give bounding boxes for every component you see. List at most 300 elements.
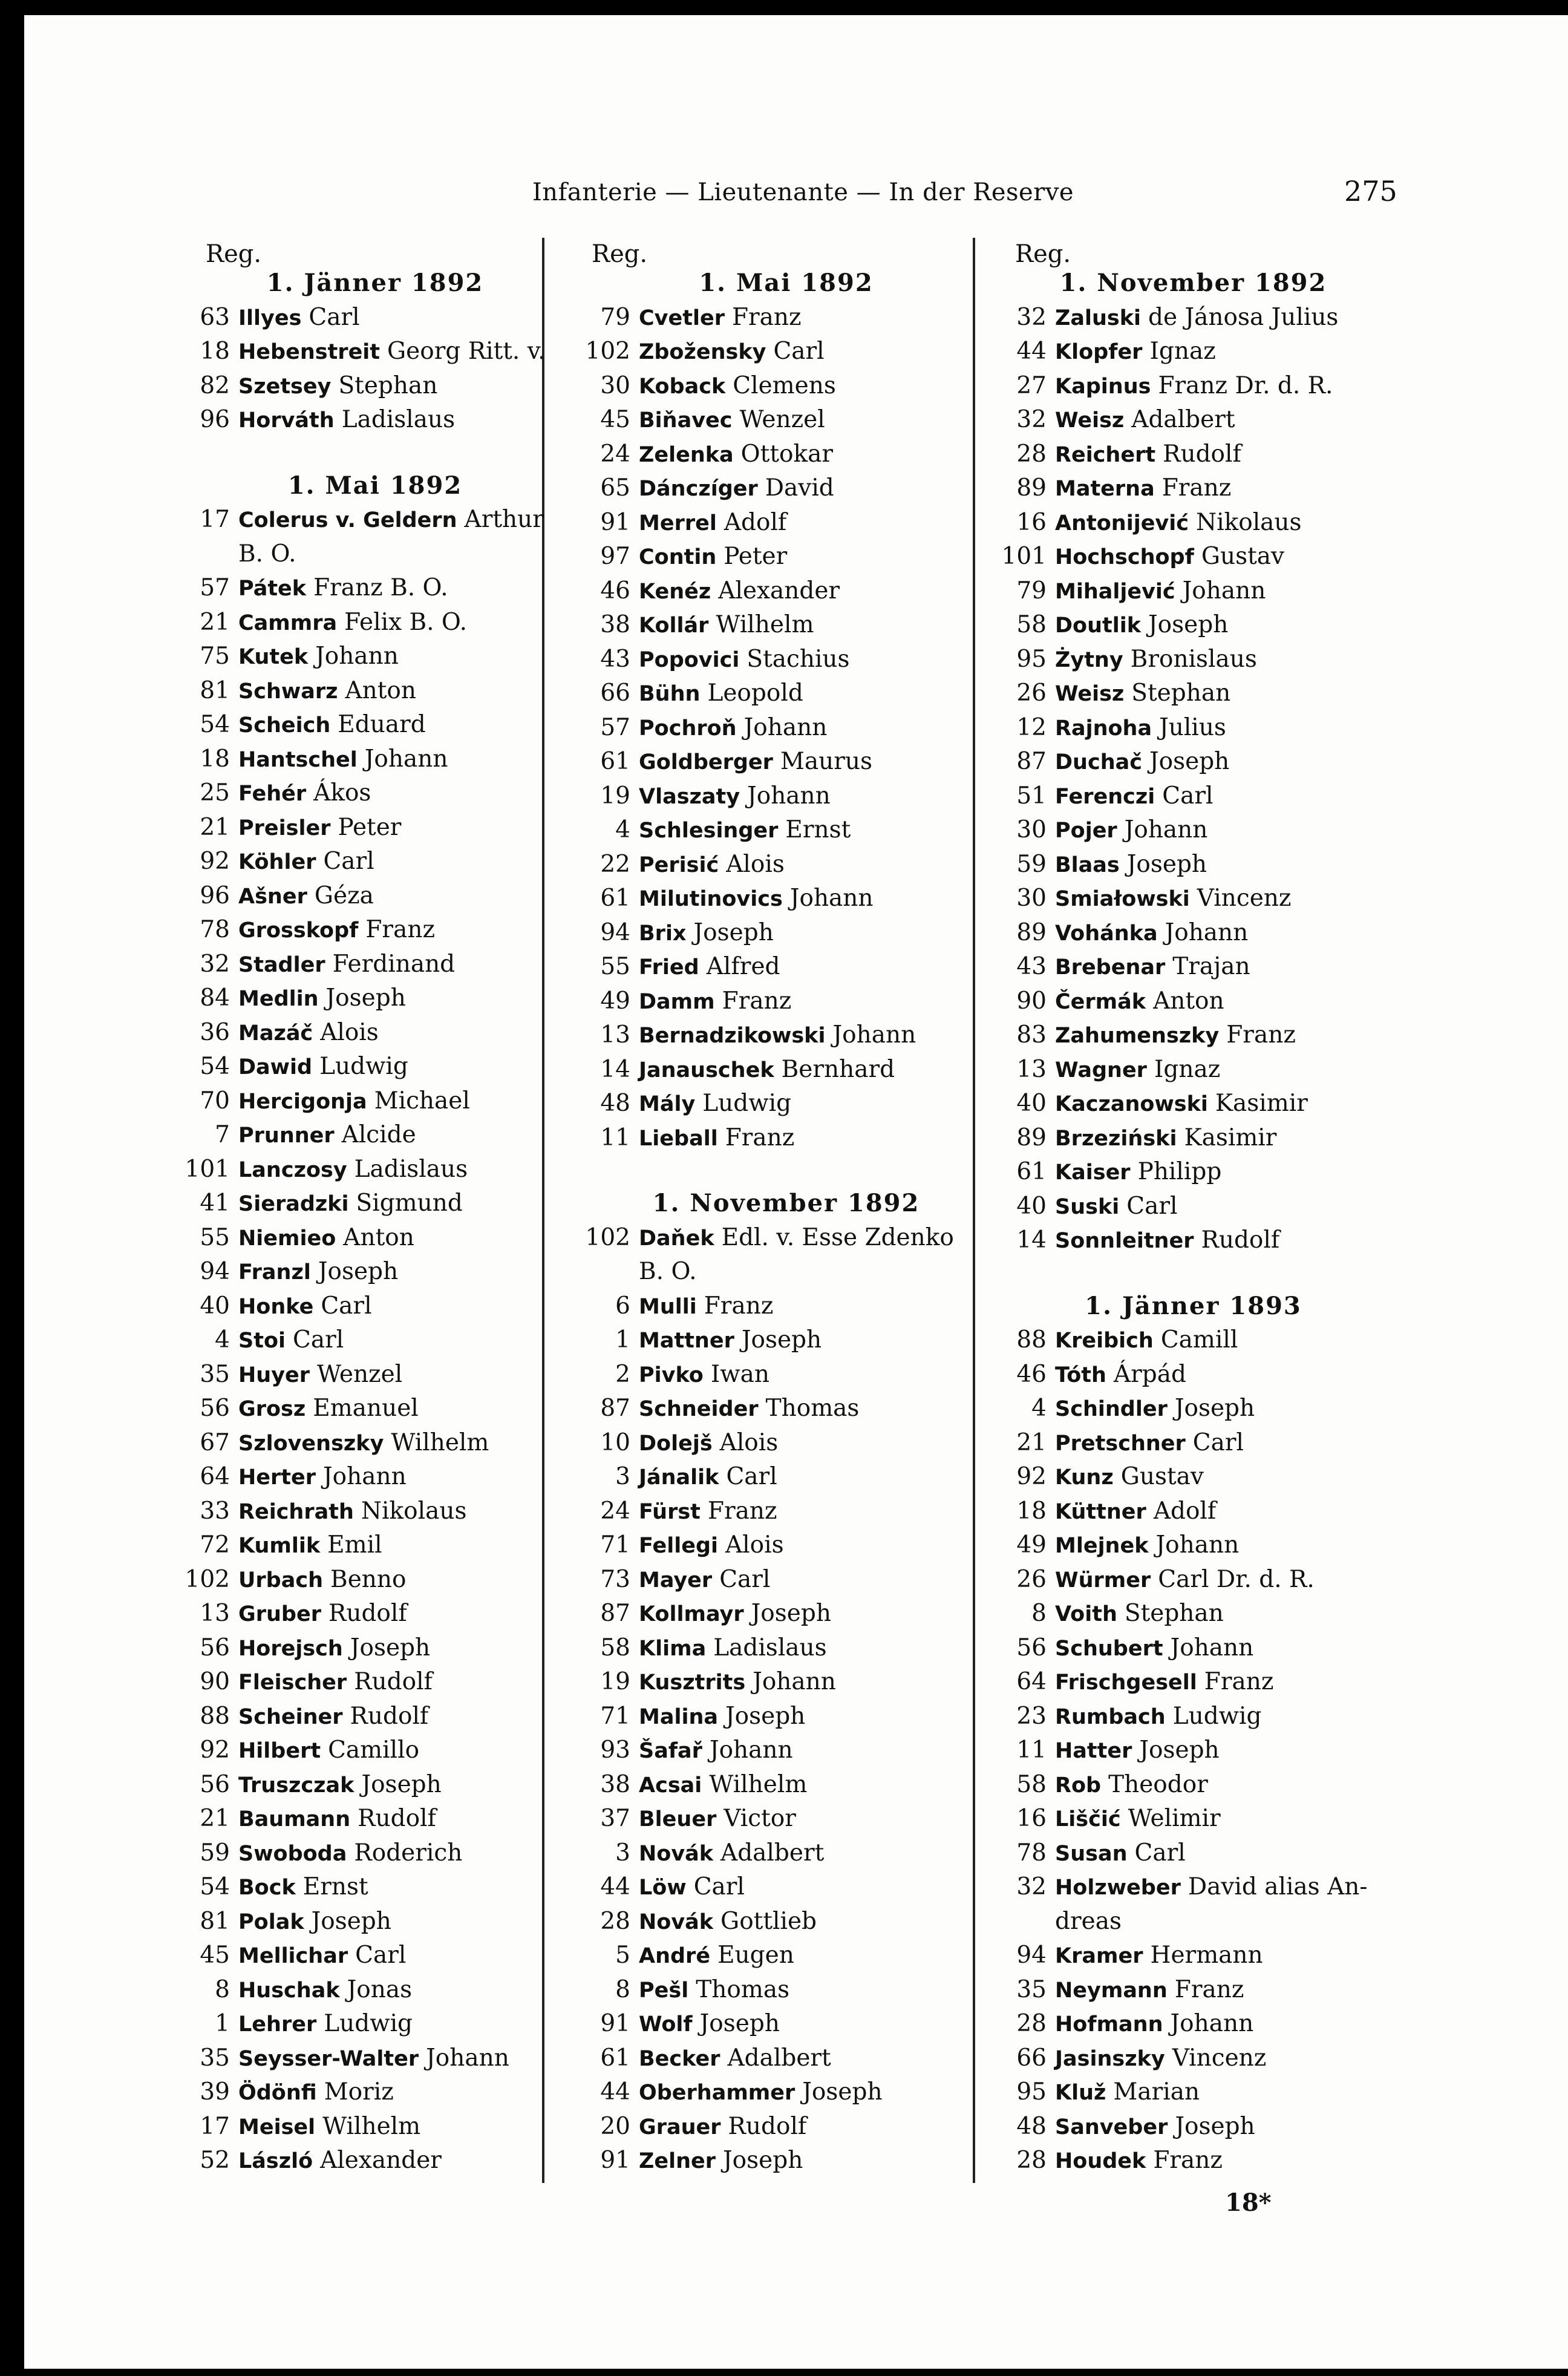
surname: Hantschel xyxy=(238,747,358,772)
given-name: Welimir xyxy=(1128,1805,1221,1832)
given-name: Maurus xyxy=(780,748,873,775)
list-item xyxy=(998,1426,1388,1461)
list-item xyxy=(998,1494,1388,1529)
given-name: Emanuel xyxy=(313,1395,419,1422)
list-item xyxy=(582,335,990,369)
given-name: Ludwig xyxy=(324,2010,413,2037)
surname: Blaas xyxy=(1055,853,1120,877)
list-item xyxy=(998,574,1388,609)
given-name: Camillo xyxy=(328,1736,420,1764)
regiment-number: 88 xyxy=(200,1702,230,1730)
list-item xyxy=(582,2007,990,2041)
list-item xyxy=(582,1053,990,1087)
list-item xyxy=(582,574,990,609)
entry-continuation: dreas xyxy=(1055,1907,1122,1935)
given-name: Franz xyxy=(707,1497,777,1525)
regiment-number: 75 xyxy=(200,643,230,670)
given-name: Johann xyxy=(789,885,874,912)
given-name: Alois xyxy=(320,1018,379,1046)
given-name: Rudolf xyxy=(728,2112,807,2140)
regiment-number: 8 xyxy=(1031,1600,1047,1627)
surname: Dánczíger xyxy=(639,477,758,501)
given-name: Johann xyxy=(1165,918,1249,946)
given-name: Bronislaus xyxy=(1130,645,1257,673)
regiment-number: 52 xyxy=(200,2147,230,2174)
surname: Swoboda xyxy=(238,1841,347,1866)
list-item xyxy=(181,571,569,606)
given-name: Peter xyxy=(724,543,788,570)
surname: Scheiner xyxy=(238,1704,343,1729)
given-name: Jonas xyxy=(347,1975,413,2003)
given-name: Franz xyxy=(725,1124,795,1151)
surname: Würmer xyxy=(1055,1568,1151,1592)
given-name: Iwan xyxy=(710,1360,770,1388)
list-item xyxy=(181,301,569,335)
list-item xyxy=(181,403,569,437)
surname: Frischgesell xyxy=(1055,1671,1197,1695)
given-name: Edl. v. Esse Zdenko xyxy=(721,1223,954,1251)
list-item xyxy=(181,1528,569,1563)
surname: Kusztrits xyxy=(639,1671,746,1695)
regiment-number: 58 xyxy=(600,1634,630,1661)
regiment-number: 38 xyxy=(600,611,630,638)
list-item xyxy=(582,916,990,951)
regiment-number: 81 xyxy=(200,1907,230,1935)
list-item xyxy=(181,1768,569,1802)
regiment-number: 13 xyxy=(200,1600,230,1627)
surname: Prunner xyxy=(238,1124,335,1148)
given-name: Kasimir xyxy=(1184,1124,1277,1151)
surname: Zahumenszky xyxy=(1055,1024,1220,1048)
surname: Bühn xyxy=(639,682,701,706)
surname: Ödönfi xyxy=(238,2081,317,2105)
regiment-number: 21 xyxy=(200,813,230,841)
list-item xyxy=(998,2041,1388,2076)
surname: Pešl xyxy=(639,1978,689,2003)
surname: Mihaljević xyxy=(1055,579,1175,604)
regiment-number: 10 xyxy=(600,1429,630,1456)
surname: Becker xyxy=(639,2046,720,2071)
list-item xyxy=(181,742,569,777)
given-name: Johann xyxy=(747,782,831,810)
list-item xyxy=(998,1768,1388,1802)
section-date: 1. Mai 1892 xyxy=(699,269,874,297)
regiment-number: 66 xyxy=(1016,2044,1047,2072)
given-name: Árpád xyxy=(1113,1360,1186,1388)
given-name: Franz xyxy=(1153,2147,1223,2174)
regiment-number: 22 xyxy=(600,850,630,878)
given-name: Eugen xyxy=(717,1942,794,1969)
regiment-number: 56 xyxy=(200,1634,230,1661)
regiment-number: 84 xyxy=(200,984,230,1012)
list-item xyxy=(181,335,569,369)
surname: Koback xyxy=(639,374,726,399)
regiment-number: 21 xyxy=(200,1805,230,1832)
regiment-number: 89 xyxy=(1016,918,1047,946)
surname: Kramer xyxy=(1055,1944,1143,1968)
list-item xyxy=(582,882,990,916)
entry-continuation: B. O. xyxy=(238,540,296,568)
regiment-number: 92 xyxy=(1016,1463,1047,1490)
list-item xyxy=(582,369,990,404)
regiment-number: 12 xyxy=(1016,713,1047,741)
given-name: Anton xyxy=(1153,987,1224,1015)
given-name: Franz xyxy=(1226,1021,1296,1049)
regiment-number: 58 xyxy=(1016,1770,1047,1798)
surname: Horváth xyxy=(238,408,335,433)
given-name: David alias An- xyxy=(1187,1873,1368,1900)
list-item xyxy=(998,2007,1388,2041)
given-name: Ladislaus xyxy=(341,406,456,433)
surname: Reichrath xyxy=(238,1499,354,1524)
regiment-number: 70 xyxy=(200,1087,230,1114)
entry-list xyxy=(998,266,1388,2178)
surname: Gruber xyxy=(238,1602,321,1626)
list-item xyxy=(998,403,1388,437)
given-name: Ottokar xyxy=(740,440,833,468)
surname: Vohánka xyxy=(1055,921,1158,946)
given-name: Ladislaus xyxy=(713,1634,827,1661)
given-name: Joseph xyxy=(325,984,406,1012)
list-item xyxy=(582,1597,990,1631)
given-name: Joseph xyxy=(723,2147,803,2174)
given-name: Alexander xyxy=(320,2147,442,2174)
given-name: Joseph xyxy=(693,918,774,946)
regiment-number: 61 xyxy=(600,885,630,912)
page xyxy=(24,15,1568,2369)
surname: Mály xyxy=(639,1092,696,1116)
regiment-number: 18 xyxy=(200,338,230,365)
list-item xyxy=(998,2110,1388,2144)
list-item xyxy=(582,1870,990,1905)
regiment-number: 91 xyxy=(600,2147,630,2174)
list-item xyxy=(181,1084,569,1119)
surname: Mattner xyxy=(639,1329,734,1353)
list-item xyxy=(181,1186,569,1221)
given-name: Johann xyxy=(315,643,399,670)
given-name: Carl xyxy=(321,1292,372,1320)
surname: Liščić xyxy=(1055,1807,1121,1831)
regiment-number: 25 xyxy=(200,779,230,807)
list-item xyxy=(582,403,990,437)
surname: Szetsey xyxy=(238,374,332,399)
regiment-number: 19 xyxy=(600,1668,630,1695)
list-item xyxy=(582,2110,990,2144)
given-name: Stephan xyxy=(338,371,438,399)
list-item xyxy=(582,1121,990,1156)
regiment-number: 95 xyxy=(1016,645,1047,673)
given-name: Leopold xyxy=(707,679,803,707)
given-name: Thomas xyxy=(765,1395,860,1422)
reg-label: Reg. xyxy=(1015,240,1071,268)
list-item xyxy=(181,1221,569,1255)
list-item xyxy=(181,1392,569,1426)
regiment-number: 63 xyxy=(200,303,230,331)
regiment-number: 89 xyxy=(1016,1124,1047,1151)
list-item xyxy=(998,1733,1388,1768)
regiment-number: 45 xyxy=(600,406,630,433)
regiment-number: 28 xyxy=(1016,440,1047,468)
given-name: Anton xyxy=(343,1223,414,1251)
regiment-number: 37 xyxy=(600,1805,630,1832)
given-name: Alexander xyxy=(718,577,840,604)
surname: Vlaszaty xyxy=(639,784,740,809)
regiment-number: 55 xyxy=(200,1223,230,1251)
list-item xyxy=(582,1905,990,1939)
regiment-number: 33 xyxy=(200,1497,230,1525)
regiment-number: 6 xyxy=(615,1292,630,1320)
regiment-number: 2 xyxy=(615,1360,630,1388)
surname: Neymann xyxy=(1055,1978,1168,2003)
regiment-number: 91 xyxy=(600,2010,630,2037)
list-item xyxy=(998,1973,1388,2008)
regiment-number: 45 xyxy=(200,1942,230,1969)
regiment-number: 56 xyxy=(200,1395,230,1422)
surname: Ferenczi xyxy=(1055,784,1155,809)
surname: Novák xyxy=(639,1910,714,1934)
regiment-number: 56 xyxy=(200,1770,230,1798)
regiment-number: 43 xyxy=(600,645,630,673)
given-name: Sigmund xyxy=(356,1190,463,1217)
regiment-number: 89 xyxy=(1016,474,1047,502)
given-name: Carl xyxy=(1126,1192,1178,1220)
list-item xyxy=(582,1494,990,1529)
surname: Bernadzikowski xyxy=(639,1024,826,1048)
section-date: 1. Jänner 1893 xyxy=(1085,1291,1302,1320)
regiment-number: 59 xyxy=(1016,850,1047,878)
surname: Baumann xyxy=(238,1807,351,1831)
given-name: Carl xyxy=(1192,1429,1244,1456)
surname: Kutek xyxy=(238,645,309,669)
regiment-number: 1 xyxy=(215,2010,230,2037)
surname: Brix xyxy=(639,921,687,946)
regiment-number: 49 xyxy=(600,987,630,1015)
list-item xyxy=(181,2144,569,2178)
surname: Scheich xyxy=(238,713,331,738)
given-name: Joseph xyxy=(1174,1395,1255,1422)
surname: Mulli xyxy=(639,1294,697,1319)
surname: Kapinus xyxy=(1055,374,1151,399)
list-item xyxy=(582,471,990,506)
given-name: Julius xyxy=(1159,713,1226,741)
list-item xyxy=(181,1733,569,1768)
regiment-number: 96 xyxy=(200,882,230,909)
list-item xyxy=(998,506,1388,540)
surname: Susan xyxy=(1055,1841,1128,1866)
given-name: Rudolf xyxy=(358,1805,436,1832)
list-item xyxy=(582,1768,990,1802)
surname: Weisz xyxy=(1055,682,1125,706)
surname: Stoi xyxy=(238,1329,286,1353)
surname: Cammra xyxy=(238,610,338,635)
surname: Kaczanowski xyxy=(1055,1092,1208,1116)
surname: Klima xyxy=(639,1636,707,1661)
given-name: Franz xyxy=(722,987,792,1015)
list-item xyxy=(998,711,1388,745)
surname: Lehrer xyxy=(238,2012,317,2037)
list-item xyxy=(582,1528,990,1563)
list-item xyxy=(181,1358,569,1392)
list-item xyxy=(582,1836,990,1871)
given-name: Franz xyxy=(704,1292,774,1320)
list-item xyxy=(582,779,990,814)
regiment-number: 30 xyxy=(600,371,630,399)
list-item xyxy=(998,1121,1388,1156)
list-item xyxy=(998,745,1388,779)
regiment-number: 92 xyxy=(200,1736,230,1764)
list-item xyxy=(181,1563,569,1597)
regiment-number: 14 xyxy=(600,1055,630,1083)
surname: Merrel xyxy=(639,511,717,535)
list-item xyxy=(582,1700,990,1734)
surname: Biňavec xyxy=(639,408,733,433)
surname: Acsai xyxy=(639,1773,702,1798)
given-name: Johann xyxy=(1182,577,1266,604)
list-item xyxy=(181,1153,569,1187)
regiment-number: 46 xyxy=(1016,1360,1047,1388)
list-item xyxy=(181,879,569,914)
list-item xyxy=(582,1392,990,1426)
list-item xyxy=(181,1323,569,1358)
list-item xyxy=(181,1118,569,1153)
surname: Sieradzki xyxy=(238,1192,349,1216)
surname: Holzweber xyxy=(1055,1876,1181,1900)
given-name: Carl xyxy=(292,1326,344,1353)
given-name: Alcide xyxy=(341,1121,416,1148)
surname: Hebenstreit xyxy=(238,340,381,364)
given-name: Joseph xyxy=(1139,1736,1220,1764)
list-item xyxy=(181,1631,569,1666)
surname: Houdek xyxy=(1055,2149,1146,2173)
list-item xyxy=(582,437,990,472)
given-name: Carl Dr. d. R. xyxy=(1158,1565,1315,1593)
surname: Niemieo xyxy=(238,1226,336,1251)
list-item xyxy=(998,1631,1388,1666)
given-name: Rudolf xyxy=(1163,440,1241,468)
surname: Hilbert xyxy=(238,1739,321,1763)
regiment-number: 87 xyxy=(600,1600,630,1627)
list-item xyxy=(181,1426,569,1461)
regiment-number: 32 xyxy=(200,950,230,978)
regiment-number: 55 xyxy=(600,953,630,980)
list-item xyxy=(998,779,1388,814)
list-item xyxy=(582,643,990,677)
surname: Mazáč xyxy=(238,1021,313,1046)
list-item xyxy=(998,950,1388,984)
given-name: Alois xyxy=(719,1429,779,1456)
given-name: Nikolaus xyxy=(361,1497,467,1525)
surname: Preisler xyxy=(238,816,331,840)
list-item xyxy=(998,1392,1388,1426)
list-item xyxy=(998,1223,1388,1258)
regiment-number: 102 xyxy=(585,338,630,365)
surname: Truszczak xyxy=(238,1773,354,1798)
regiment-number: 83 xyxy=(1016,1021,1047,1049)
surname: Antonijević xyxy=(1055,511,1189,535)
regiment-number: 67 xyxy=(200,1429,230,1456)
regiment-number: 40 xyxy=(200,1292,230,1320)
regiment-number: 8 xyxy=(215,1975,230,2003)
surname: Żytny xyxy=(1055,647,1123,672)
list-item xyxy=(181,1836,569,1871)
surname: Cvetler xyxy=(639,306,725,330)
given-name: Stephan xyxy=(1131,679,1231,707)
surname: Schindler xyxy=(1055,1397,1168,1421)
list-item xyxy=(582,540,990,574)
regiment-number: 20 xyxy=(600,2112,630,2140)
regiment-number: 96 xyxy=(200,406,230,433)
list-item xyxy=(181,2110,569,2144)
given-name: Camill xyxy=(1160,1326,1238,1353)
given-name: Franz xyxy=(731,303,802,331)
given-name: Peter xyxy=(338,813,402,841)
list-item xyxy=(582,1665,990,1700)
given-name: Gustav xyxy=(1201,543,1285,570)
list-item xyxy=(181,981,569,1016)
list-item xyxy=(181,606,569,640)
list-item xyxy=(998,1190,1388,1224)
regiment-number: 97 xyxy=(600,543,630,570)
surname: Brzeziński xyxy=(1055,1126,1177,1151)
entry-list xyxy=(582,266,990,2178)
given-name: Joseph xyxy=(741,1326,822,1353)
list-item xyxy=(998,437,1388,472)
list-item xyxy=(582,1289,990,1324)
regiment-number: 38 xyxy=(600,1770,630,1798)
regiment-number: 4 xyxy=(1031,1395,1047,1422)
given-name: Johann xyxy=(753,1668,836,1695)
regiment-number: 71 xyxy=(600,1702,630,1730)
list-item xyxy=(998,2144,1388,2178)
list-item xyxy=(582,608,990,643)
list-item xyxy=(582,1733,990,1768)
surname: Sonnleitner xyxy=(1055,1229,1194,1253)
regiment-number: 17 xyxy=(200,506,230,533)
regiment-number: 16 xyxy=(1016,1805,1047,1832)
list-item xyxy=(998,471,1388,506)
given-name: Alfred xyxy=(706,953,780,980)
surname: Oberhammer xyxy=(639,2081,795,2105)
regiment-number: 65 xyxy=(600,474,630,502)
regiment-number: 78 xyxy=(200,916,230,943)
regiment-number: 28 xyxy=(1016,2147,1047,2174)
regiment-number: 36 xyxy=(200,1018,230,1046)
given-name: Marian xyxy=(1113,2078,1200,2106)
surname: Hatter xyxy=(1055,1739,1132,1763)
given-name: Vincenz xyxy=(1172,2044,1267,2072)
surname: Milutinovics xyxy=(639,887,783,911)
regiment-number: 79 xyxy=(1016,577,1047,604)
regiment-number: 18 xyxy=(1016,1497,1047,1525)
given-name: Vincenz xyxy=(1197,885,1292,912)
section-date: 1. November 1892 xyxy=(1059,269,1327,297)
given-name: Arthur xyxy=(464,506,544,533)
surname: László xyxy=(238,2149,313,2173)
regiment-number: 57 xyxy=(200,574,230,601)
surname: Šafař xyxy=(639,1739,702,1763)
given-name: Carl xyxy=(693,1873,745,1900)
regiment-number: 78 xyxy=(1016,1839,1047,1867)
surname: Bleuer xyxy=(639,1807,717,1831)
list-item xyxy=(998,984,1388,1019)
regiment-number: 79 xyxy=(600,303,630,331)
regiment-number: 46 xyxy=(600,577,630,604)
surname: Rob xyxy=(1055,1773,1102,1798)
given-name: Johann xyxy=(1155,1531,1240,1559)
given-name: Anton xyxy=(345,676,417,704)
list-item xyxy=(582,2041,990,2076)
surname: Pivko xyxy=(639,1363,704,1387)
